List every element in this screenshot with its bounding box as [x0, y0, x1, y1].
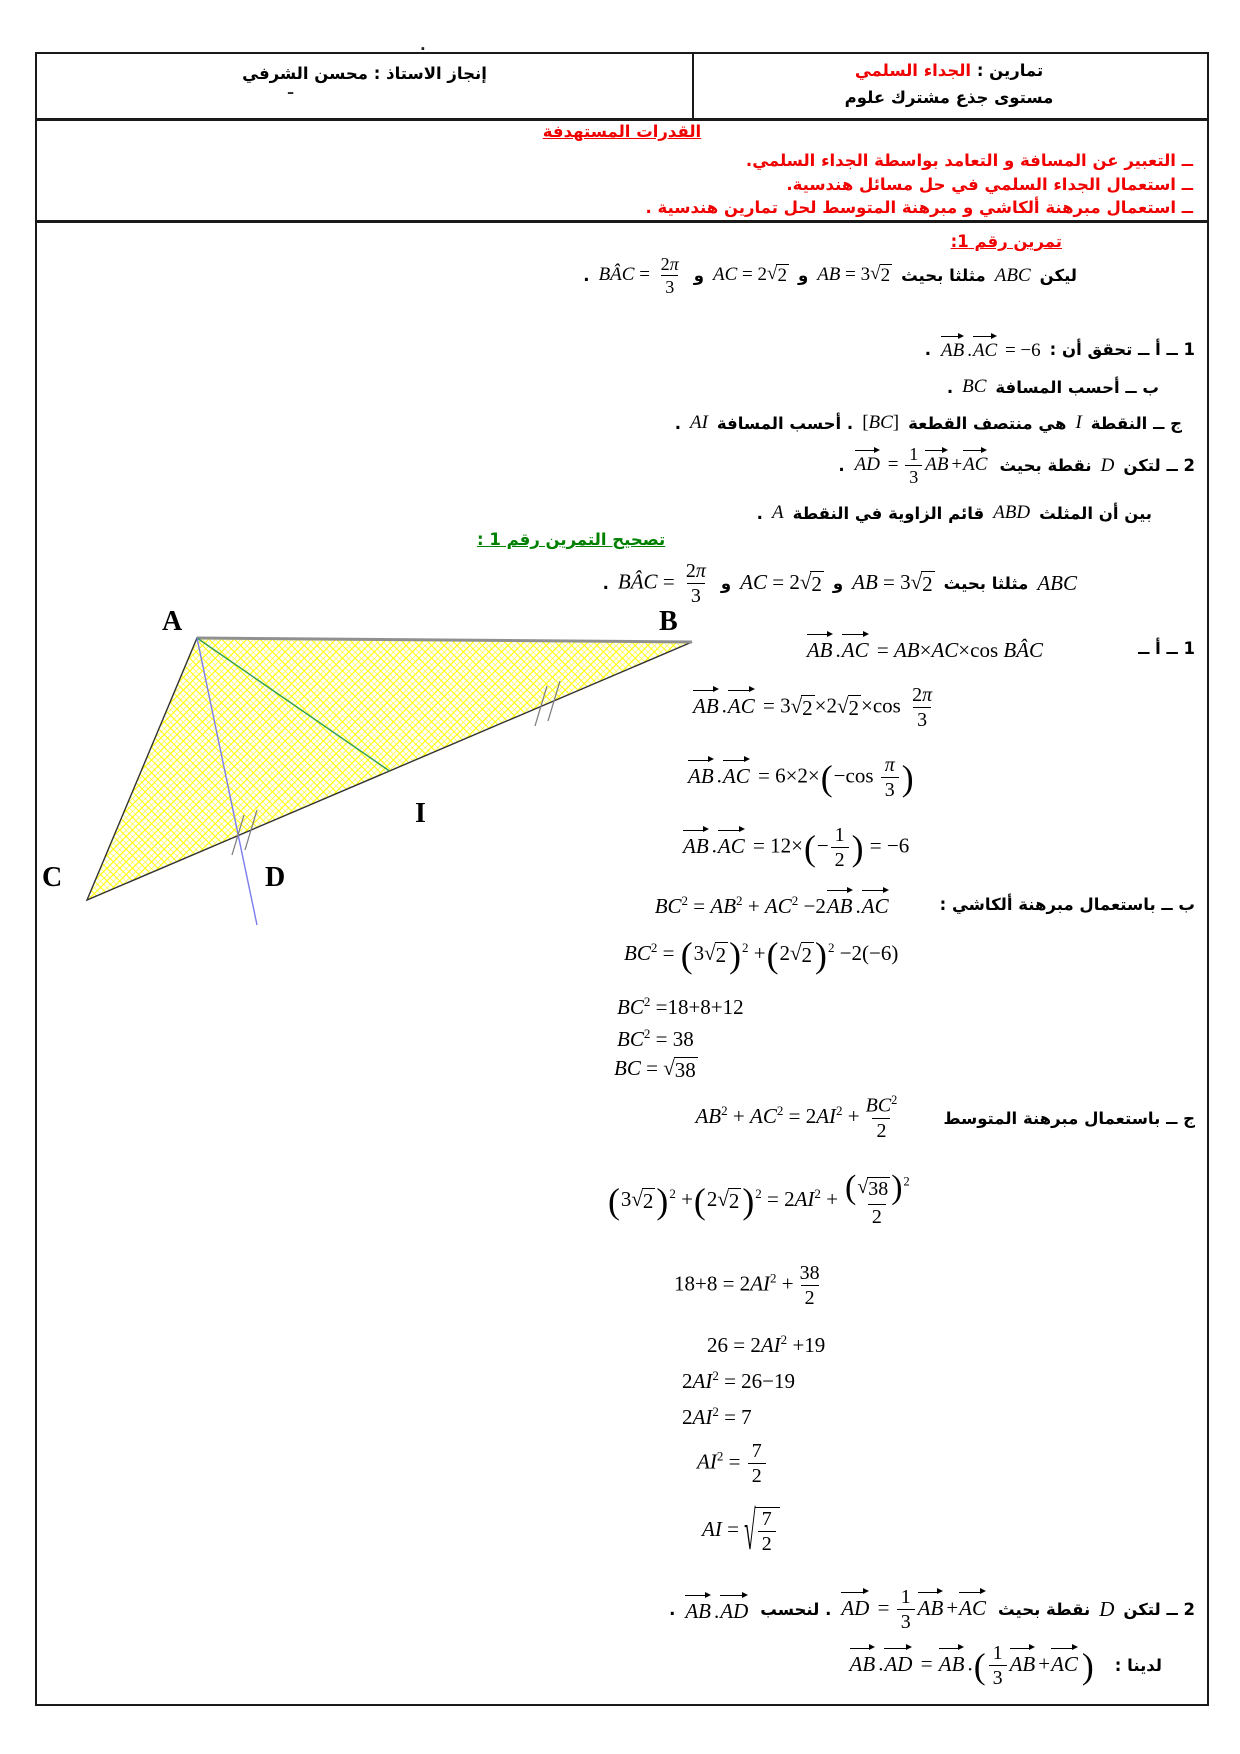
equation-b4: $BC^2 = 38$: [617, 1026, 694, 1051]
period: .: [946, 377, 954, 397]
exercise-title: تمرين رقم 1:: [950, 232, 1062, 251]
vertex-label-c: C: [42, 862, 63, 893]
math-ai: AI: [689, 412, 708, 433]
question-text: 1 ــ أ ــ تحقق أن :: [1049, 339, 1195, 359]
question-1a: [925, 336, 1195, 362]
equation-a1: AB .AC = AB×AC×cos BÂC: [806, 634, 1043, 663]
equation-c6: $2AI^2 = 7$: [682, 1404, 752, 1429]
vertex-label-b: B: [659, 606, 678, 637]
math-dot-product: AB .AC = −6: [940, 336, 1041, 362]
exercises-label: تمارين :: [971, 61, 1044, 80]
and-word: و: [797, 266, 809, 286]
correction-title: تصحيح التمرين رقم 1 :: [477, 530, 666, 549]
stray-dash: ـ: [288, 80, 294, 98]
statement-text: نقطة بحيث: [998, 1600, 1091, 1620]
question-text: 2 ــ لتكن: [1123, 456, 1195, 476]
question-text: ب ــ أحسب المسافة: [995, 377, 1159, 397]
math-d: D: [1100, 454, 1115, 476]
exercise-topic-line: [694, 57, 1204, 84]
math-a: A: [771, 502, 784, 523]
intro-word: مثلثا بحيث: [901, 266, 986, 286]
question-text: بين أن المثلث: [1039, 503, 1152, 523]
math-ad-definition: AD = $\frac{1}{3}$ AB +AC: [840, 1586, 989, 1634]
stray-dot: .: [420, 36, 426, 54]
equation-a4: AB .AC = 12×(− $\frac{1}{2}$ ) = −6: [683, 824, 910, 872]
period: .: [924, 339, 931, 359]
and-word: و: [832, 574, 844, 594]
math-i: I: [1075, 412, 1082, 433]
equation-b5: BC = √ 38: [614, 1056, 696, 1083]
math-ab-value: AB = 3 √ 2: [852, 570, 933, 597]
equation-c4: $26 = 2AI^2 +19$: [707, 1332, 826, 1357]
question-text: قائم الزاوية في النقطة: [792, 503, 985, 523]
level-line: مستوى جذع مشترك علوم: [844, 88, 1054, 107]
question-text: . أحسب المسافة: [716, 413, 854, 433]
question-1c: [675, 412, 1182, 434]
equation-c2: (3 √ 2 )$^2$ +(2 √ 2 )$^2 = 2AI^2$ + ( √ 38 )$^2$ 2: [608, 1169, 910, 1228]
math-angle-value: BÂC = $\frac{2\pi}{3}$: [617, 560, 706, 608]
and-word: و: [693, 266, 704, 286]
math-d: D: [1099, 1597, 1115, 1622]
intro-word: مثلثا بحيث: [943, 574, 1029, 594]
exercise-intro-line: [583, 254, 1077, 297]
question-text: نقطة بحيث: [999, 456, 1092, 476]
equation-c1: $AB^2 + AC^2 = 2AI^2$ + $\frac{BC^2}{2}$: [695, 1093, 898, 1142]
point-label-d: D: [265, 862, 286, 893]
math-ab-value: AB = 3 √ 2: [817, 263, 891, 287]
equation-b3: $BC^2 =18+8+12$: [617, 994, 744, 1019]
question-text: ج ــ النقطة: [1090, 413, 1182, 433]
equation-b1: $BC^2 = AB^2 + AC^2 -2AB$ .AC: [655, 890, 892, 919]
al-kashi-label: ب ــ باستعمال مبرهنة ألكاشي :: [939, 895, 1195, 914]
goals-title-wrap: [37, 122, 1207, 141]
exercise-title-wrap: [951, 232, 1062, 251]
question-2-show: [757, 502, 1152, 524]
math-abc: ABC: [1037, 571, 1077, 596]
median-theorem-label: ج ــ باستعمال مبرهنة المتوسط: [943, 1108, 1195, 1128]
goals-title: القدرات المستهدفة: [542, 122, 702, 141]
equation-c7: $AI^2$ = $\frac{7}{2}$: [697, 1440, 768, 1488]
math-abd: ABD: [993, 502, 1031, 523]
correction-title-wrap: [477, 530, 665, 549]
goal-item: ــ التعبير عن المسافة و التعامد بواسطة الجداء السلمي.: [745, 151, 1193, 170]
math-angle-value: BÂC = $\frac{2\pi}{3}$: [598, 254, 679, 298]
solution-c-line: [695, 1094, 1195, 1142]
period: .: [583, 266, 590, 286]
document-frame: [35, 52, 1209, 1706]
equation-b2: $BC^2 = (3$ √ 2 )$^2$ +(2 √ 2 )$^2$ −2(−6): [624, 935, 899, 976]
midpoint-label-i: I: [415, 798, 426, 829]
period: .: [756, 503, 763, 523]
solution-b-line: [655, 890, 1195, 919]
period: .: [602, 574, 609, 594]
solution-2-line: [669, 1586, 1195, 1634]
math-bc: BC: [962, 376, 987, 397]
equation-c5: $2AI^2 = 26-19$: [682, 1368, 796, 1393]
question-text: هي منتصف القطعة: [908, 413, 1067, 433]
equation-d2: AB .AD = AB .( $\frac{1}{3}$ AB +AC ): [849, 1642, 1094, 1690]
math-ad-definition: AD = $\frac{1}{3}$ AB +AC: [854, 444, 991, 487]
goal-item: ــ استعمال الجداء السلمي في حل مسائل هندسية.: [786, 174, 1193, 194]
triangle-figure: [37, 550, 697, 950]
question-2: [838, 444, 1195, 487]
teacher-credit: إنجاز الاستاذ : محسن الشرفي: [242, 64, 487, 83]
equation-c3: $18+8 = 2AI^2$ + $\frac{38}{2}$: [674, 1262, 820, 1310]
triangle-abc: [87, 638, 692, 900]
vertex-label-a: A: [162, 606, 183, 637]
goals-section: [37, 121, 1207, 223]
period: .: [669, 1600, 676, 1620]
ladyna-line: [849, 1642, 1162, 1690]
goal-item: ــ استعمال مبرهنة ألكاشي و مبرهنة المتوسط لحل تمارين هندسية .: [645, 198, 1193, 217]
and-word: و: [720, 574, 732, 594]
header-right-cell: [694, 57, 1204, 111]
intro-word: ليكن: [1039, 266, 1077, 286]
statement-text: 2 ــ لتكن: [1123, 1600, 1195, 1620]
equation-a3: AB .AC = 6×2×(−cos $\frac{\pi}{3}$ ): [688, 754, 914, 802]
part-marker-1a: 1 ــ أ ــ: [1138, 639, 1195, 658]
question-1b: [947, 376, 1159, 398]
topic-name: الجداء السلمي: [854, 61, 972, 80]
period: .: [838, 456, 845, 476]
math-segment-bc: [BC]: [862, 412, 900, 433]
math-ac-value: AC = 2 √ 2: [740, 570, 822, 597]
we-have-label: لدينا :: [1114, 1656, 1162, 1676]
period: .: [674, 413, 681, 433]
math-ab-ad: AB .AD: [684, 1595, 751, 1624]
equation-c8: AI = √ $\frac{7}{2}$: [702, 1507, 780, 1556]
math-abc: ABC: [994, 264, 1031, 286]
equation-a2: AB .AC = 3 √ 2 ×2 √ 2 ×cos $\frac{2\pi}{3}$: [693, 684, 933, 732]
header-table: [37, 54, 1207, 121]
statement-text: . لنحسب: [760, 1600, 832, 1620]
goals-list: [646, 149, 1193, 220]
solution-a-line: [806, 634, 1195, 663]
math-ac-value: AC = 2 √ 2: [713, 263, 787, 287]
